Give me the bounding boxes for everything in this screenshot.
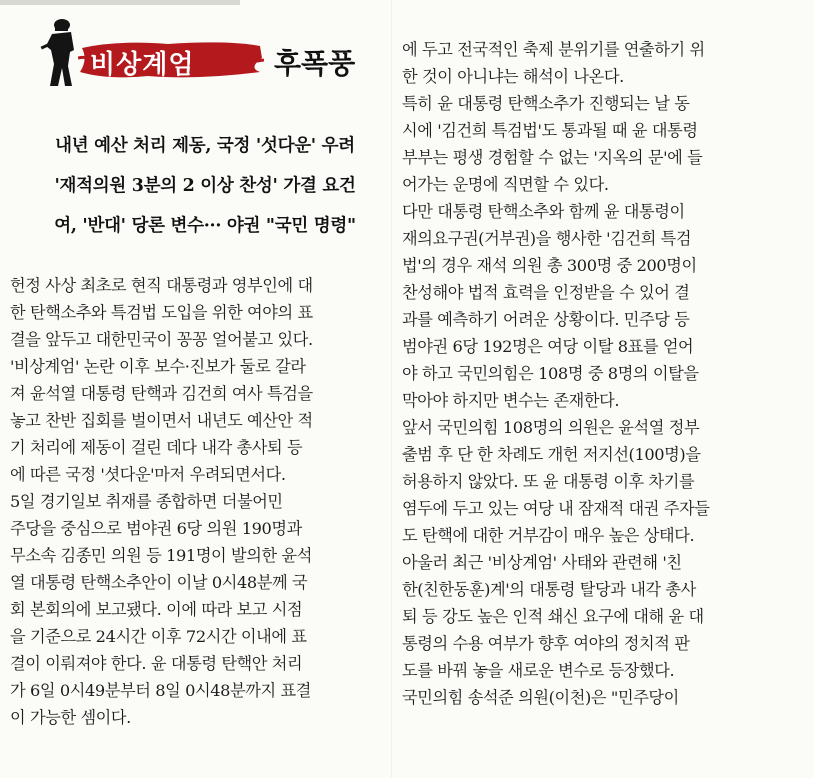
- body-line: 회 본회의에 보고됐다. 이에 따라 보고 시점: [10, 600, 303, 619]
- body-line: 한 탄핵소추와 특검법 도입을 위한 여야의 표: [10, 303, 313, 322]
- body-line: 무소속 김종민 의원 등 191명이 발의한 윤석: [10, 546, 312, 565]
- body-line: 에 따른 국정 '셧다운'마저 우려되면서다.: [10, 465, 286, 484]
- body-line: 특히 윤 대통령 탄핵소추가 진행되는 날 동: [402, 94, 690, 113]
- body-line: 어가는 운명에 직면할 수 있다.: [402, 175, 609, 194]
- body-line: 재의요구권(거부권)을 행사한 '김건희 특검: [402, 229, 692, 248]
- banner-label: 비상계엄: [90, 50, 195, 80]
- body-line: 5일 경기일보 취재를 종합하면 더불어민: [10, 492, 283, 511]
- body-line: 퇴 등 강도 높은 인적 쇄신 요구에 대해 윤 대: [402, 607, 704, 626]
- body-line: 헌정 사상 최초로 현직 대통령과 영부인에 대: [10, 276, 313, 295]
- body-line: 통령의 수용 여부가 향후 여야의 정치적 판: [402, 634, 690, 653]
- body-line: 한 것이 아니냐는 해석이 나온다.: [402, 67, 624, 86]
- body-line: 시에 '김건희 특검법'도 통과될 때 윤 대통령: [402, 121, 698, 140]
- subheadline-group: [40, 126, 370, 246]
- body-line: 야 하고 국민의힘은 108명 중 8명의 이탈을: [402, 364, 699, 383]
- subheadline-2: '재적의원 3분의 2 이상 찬성' 가결 요건: [54, 176, 356, 196]
- body-line: 져 윤석열 대통령 탄핵과 김건희 여사 특검을: [10, 384, 313, 403]
- body-line: 도를 바꿔 놓을 새로운 변수로 등장했다.: [402, 661, 675, 680]
- body-line: 염두에 두고 있는 여당 내 잠재적 대권 주자들: [402, 499, 710, 518]
- left-column-body: [10, 272, 382, 731]
- soldier-silhouette-icon: [38, 16, 82, 88]
- body-line: 아울러 최근 '비상계엄' 사태와 관련해 '친: [402, 553, 682, 572]
- subheadline-1: 내년 예산 처리 제동, 국정 '섯다운' 우려: [55, 136, 355, 156]
- body-line: 주당을 중심으로 범야권 6당 의원 190명과: [10, 519, 302, 538]
- body-line: 출범 후 단 한 차례도 개헌 저지선(100명)을: [402, 445, 701, 464]
- body-line: 찬성해야 법적 효력을 인정받을 수 있어 결: [402, 283, 690, 302]
- body-line: 을 기준으로 24시간 이후 72시간 이내에 표: [10, 627, 307, 646]
- body-line: 도 탄핵에 대한 거부감이 매우 높은 상태다.: [402, 526, 695, 545]
- column-divider: [391, 0, 392, 778]
- section-header: [38, 16, 368, 88]
- body-line: 다만 대통령 탄핵소추와 함께 윤 대통령이: [402, 202, 685, 221]
- body-line: 이 가능한 셈이다.: [10, 708, 131, 727]
- body-line: 과를 예측하기 어려운 상황이다. 민주당 등: [402, 310, 690, 329]
- body-line: 가 6일 0시49분부터 8일 0시48분까지 표결: [10, 681, 312, 700]
- body-line: 에 두고 전국적인 축제 분위기를 연출하기 위: [402, 40, 705, 59]
- body-line: 막아야 하지만 변수는 존재한다.: [402, 391, 620, 410]
- body-line: 한(친한동훈)계'의 대통령 탈당과 내각 총사: [402, 580, 696, 599]
- body-line: 결이 이뤄져야 한다. 윤 대통령 탄핵안 처리: [10, 654, 303, 673]
- body-line: 범야권 6당 192명은 여당 이탈 8표를 얻어: [402, 337, 694, 356]
- body-line: 법'의 경우 재석 의원 총 300명 중 200명이: [402, 256, 697, 275]
- body-line: 국민의힘 송석준 의원(이천)은 "민주당이: [402, 688, 679, 707]
- body-line: '비상계엄' 논란 이후 보수·진보가 둘로 갈라: [10, 357, 306, 376]
- header-title: 후폭풍: [274, 47, 356, 80]
- body-line: 기 처리에 제동이 걸린 데다 내각 총사퇴 등: [10, 438, 303, 457]
- body-line: 허용하지 않았다. 또 윤 대통령 이후 차기를: [402, 472, 695, 491]
- body-line: 부부는 평생 경험할 수 없는 '지옥의 문'에 들: [402, 148, 703, 167]
- right-column-body: [402, 36, 798, 711]
- body-line: 앞서 국민의힘 108명의 의원은 윤석열 정부: [402, 418, 700, 437]
- body-line: 결을 앞두고 대한민국이 꽁꽁 얼어붙고 있다.: [10, 330, 313, 349]
- body-line: 열 대통령 탄핵소추안이 이날 0시48분께 국: [10, 573, 308, 592]
- subheadline-3: 여, '반대' 당론 변수··· 야권 "국민 명령": [54, 216, 356, 236]
- top-cropped-edge: [0, 0, 240, 5]
- body-line: 놓고 찬반 집회를 벌이면서 내년도 예산안 적: [10, 411, 313, 430]
